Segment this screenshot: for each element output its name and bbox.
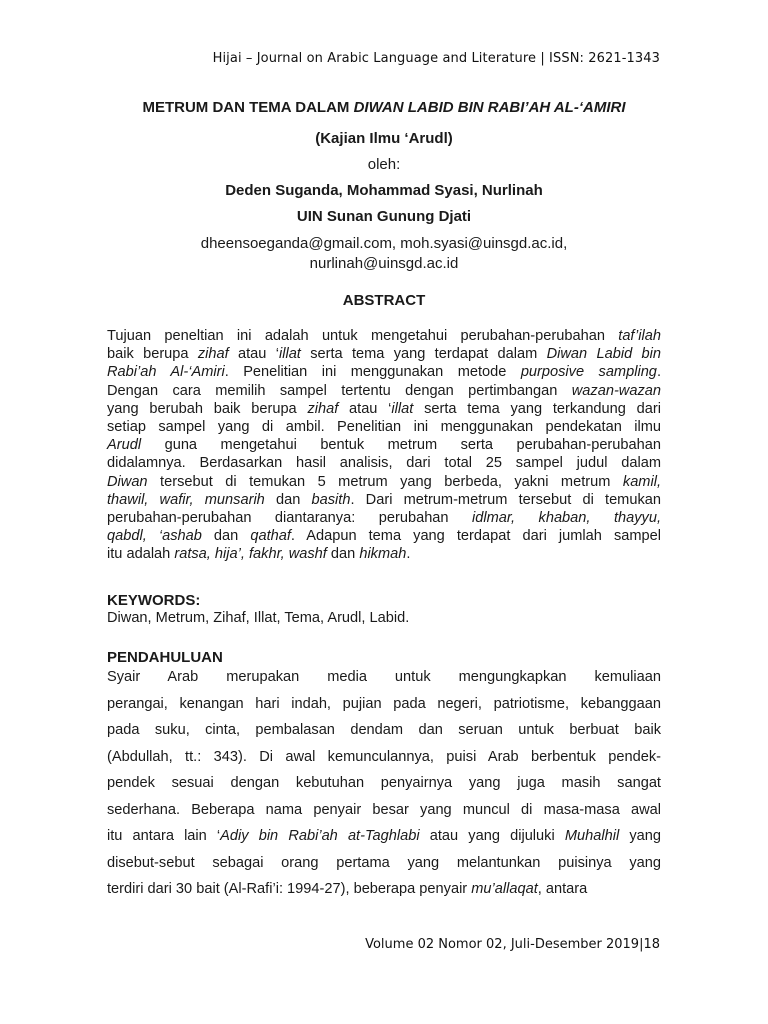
abstract-line bbox=[107, 418, 661, 436]
abstract-line bbox=[107, 345, 661, 363]
intro-line-segment: (Abdullah, tt.: 343). Di awal kemunculannya, puisi Arab berbentuk pendek- bbox=[107, 748, 661, 765]
oleh-label: oleh: bbox=[367, 156, 401, 173]
abstract-line-segment: zihaf bbox=[197, 346, 229, 363]
abstract-line bbox=[107, 363, 661, 381]
intro-line bbox=[107, 852, 661, 879]
intro-line-segment: sederhana. Beberapa nama penyair besar yang muncul di masa-masa awal bbox=[107, 801, 661, 818]
abstract-line-segment: Rabi’ah Al-‘Amiri bbox=[107, 364, 225, 381]
intro-line bbox=[107, 666, 661, 693]
abstract-body bbox=[107, 327, 661, 563]
abstract-line bbox=[107, 473, 661, 491]
abstract-line-segment: perubahan-perubahan diantaranya: perubahan bbox=[107, 509, 473, 526]
paper-subtitle: (Kajian Ilmu ‘Arudl) bbox=[315, 130, 453, 147]
emails-line2: nurlinah@uinsgd.ac.id bbox=[309, 255, 459, 272]
keywords-heading: KEYWORDS: bbox=[107, 592, 201, 609]
abstract-line-segment: Dengan cara memilih sampel tertentu dengan pertimbangan bbox=[107, 382, 572, 399]
abstract-line-segment: dan bbox=[264, 491, 312, 508]
abstract-line-segment: taf’ilah bbox=[618, 328, 661, 344]
abstract-line-segment: Diwan Labid bin bbox=[546, 346, 661, 363]
abstract-line-segment: qathaf bbox=[250, 528, 291, 545]
intro-line-segment: Syair Arab merupakan media untuk mengungkapkan kemuliaan bbox=[107, 669, 661, 685]
abstract-line-segment: illat bbox=[278, 346, 301, 363]
intro-line-segment: , antara bbox=[537, 881, 588, 897]
abstract-line bbox=[107, 382, 661, 400]
abstract-line-segment: purposive sampling bbox=[520, 364, 657, 381]
abstract-line-segment: Tujuan peneltian ini adalah untuk mengetahui perubahan-perubahan bbox=[107, 328, 619, 344]
abstract-line bbox=[107, 509, 661, 527]
abstract-line-segment: . Adapun tema yang terdapat dari jumlah sampel bbox=[290, 528, 661, 545]
authors: Deden Suganda, Mohammad Syasi, Nurlinah bbox=[225, 182, 543, 199]
intro-body bbox=[107, 666, 661, 905]
emails-line1: dheensoeganda@gmail.com, moh.syasi@uinsgd.ac.id, bbox=[200, 235, 568, 252]
intro-line-segment: pada suku, cinta, pembalasan dendam dan seruan untuk berbuat baik bbox=[107, 722, 661, 738]
intro-line-segment: mu’allaqat bbox=[471, 881, 538, 897]
intro-line bbox=[107, 693, 661, 720]
abstract-line-segment: kamil, bbox=[622, 473, 661, 490]
abstract-line-segment: . Penelitian ini menggunakan metode bbox=[224, 364, 521, 381]
abstract-line-segment: hikmah bbox=[359, 546, 407, 563]
abstract-line-segment: dan bbox=[326, 546, 360, 563]
abstract-line-segment: guna mengetahui bentuk metrum serta perubahan-perubahan bbox=[141, 437, 661, 454]
intro-line-segment: pendek sesuai dengan kebutuhan penyairnya yang juga masih sangat bbox=[107, 775, 661, 791]
abstract-line-segment: zihaf bbox=[307, 400, 339, 417]
paper-title bbox=[107, 99, 661, 116]
abstract-line-segment: dan bbox=[201, 528, 251, 545]
abstract-line-segment: ratsa, hija’, fakhr, washf bbox=[174, 546, 327, 563]
abstract-line-segment: itu adalah bbox=[107, 546, 175, 563]
abstract-line-segment: atau ‘ bbox=[338, 400, 392, 417]
abstract-line bbox=[107, 545, 661, 563]
abstract-line bbox=[107, 454, 661, 472]
abstract-line-segment: serta tema yang terkandung dari bbox=[413, 400, 661, 417]
intro-line bbox=[107, 719, 661, 746]
abstract-line-segment: Diwan bbox=[107, 473, 148, 490]
abstract-line bbox=[107, 327, 661, 345]
abstract-line-segment: illat bbox=[391, 400, 414, 417]
intro-line-segment: disebut-sebut sebagai orang pertama yang melantunkan puisinya yang bbox=[107, 854, 661, 871]
journal-header: Hijai – Journal on Arabic Language and Literature | ISSN: 2621-1343 bbox=[212, 51, 660, 66]
intro-line-segment: Muhalhil bbox=[564, 828, 620, 844]
abstract-line-segment: idlmar, khaban, thayyu, bbox=[472, 509, 662, 526]
intro-line-segment: terdiri dari 30 bait (Al-Rafi’i: 1994-27), beberapa penyair bbox=[107, 881, 472, 897]
abstract-line-segment: tersebut di temukan 5 metrum yang berbeda, yakni metrum bbox=[147, 473, 623, 490]
abstract-line-segment: Arudl bbox=[107, 437, 142, 454]
affiliation: UIN Sunan Gunung Djati bbox=[296, 208, 472, 225]
abstract-line-segment: . Dari metrum-metrum tersebut di temukan bbox=[350, 491, 661, 508]
intro-line bbox=[107, 878, 661, 905]
intro-line-segment: perangai, kenangan hari indah, pujian pada negeri, patriotisme, kebanggaan bbox=[107, 695, 661, 712]
intro-heading: PENDAHULUAN bbox=[107, 649, 223, 666]
intro-line bbox=[107, 746, 661, 773]
abstract-line-segment: thawil, wafir, munsarih bbox=[107, 491, 265, 508]
intro-line bbox=[107, 825, 661, 852]
abstract-line-segment: yang berubah baik berupa bbox=[107, 400, 308, 417]
intro-line-segment: itu antara lain ‘ bbox=[107, 828, 221, 844]
abstract-line-segment: basith bbox=[311, 491, 351, 508]
abstract-line-segment: setiap sampel yang di ambil. Penelitian ini menggunakan pendekatan ilmu bbox=[107, 418, 661, 435]
abstract-line-segment: didalamnya. Berdasarkan hasil analisis, dari total 25 sampel judul dalam bbox=[107, 455, 661, 472]
abstract-line-segment: atau ‘ bbox=[228, 346, 279, 363]
abstract-heading: ABSTRACT bbox=[342, 292, 426, 309]
abstract-line bbox=[107, 436, 661, 454]
abstract-line bbox=[107, 527, 661, 545]
abstract-line-segment: serta tema yang terdapat dalam bbox=[300, 346, 547, 363]
abstract-line bbox=[107, 400, 661, 418]
intro-line-segment: yang bbox=[619, 828, 661, 844]
abstract-line-segment: . bbox=[656, 364, 661, 381]
keywords-list: Diwan, Metrum, Zihaf, Illat, Tema, Arudl, Labid. bbox=[107, 610, 410, 626]
intro-line bbox=[107, 799, 661, 826]
intro-line-segment: atau yang dijuluki bbox=[419, 828, 565, 844]
title-part2: DIWAN LABID BIN RABI’AH AL-‘AMIRI bbox=[353, 99, 626, 116]
abstract-line-segment: wazan-wazan bbox=[571, 382, 661, 399]
abstract-line-segment: baik berupa bbox=[107, 346, 198, 363]
intro-line bbox=[107, 772, 661, 799]
abstract-line-segment: . bbox=[406, 546, 411, 563]
page-footer: Volume 02 Nomor 02, Juli-Desember 2019|18 bbox=[365, 937, 660, 952]
abstract-line bbox=[107, 491, 661, 509]
title-part1: METRUM DAN TEMA DALAM bbox=[142, 99, 354, 116]
abstract-line-segment: qabdl, ‘ashab bbox=[107, 528, 202, 545]
intro-line-segment: Adiy bin Rabi’ah at-Taghlabi bbox=[220, 828, 420, 844]
